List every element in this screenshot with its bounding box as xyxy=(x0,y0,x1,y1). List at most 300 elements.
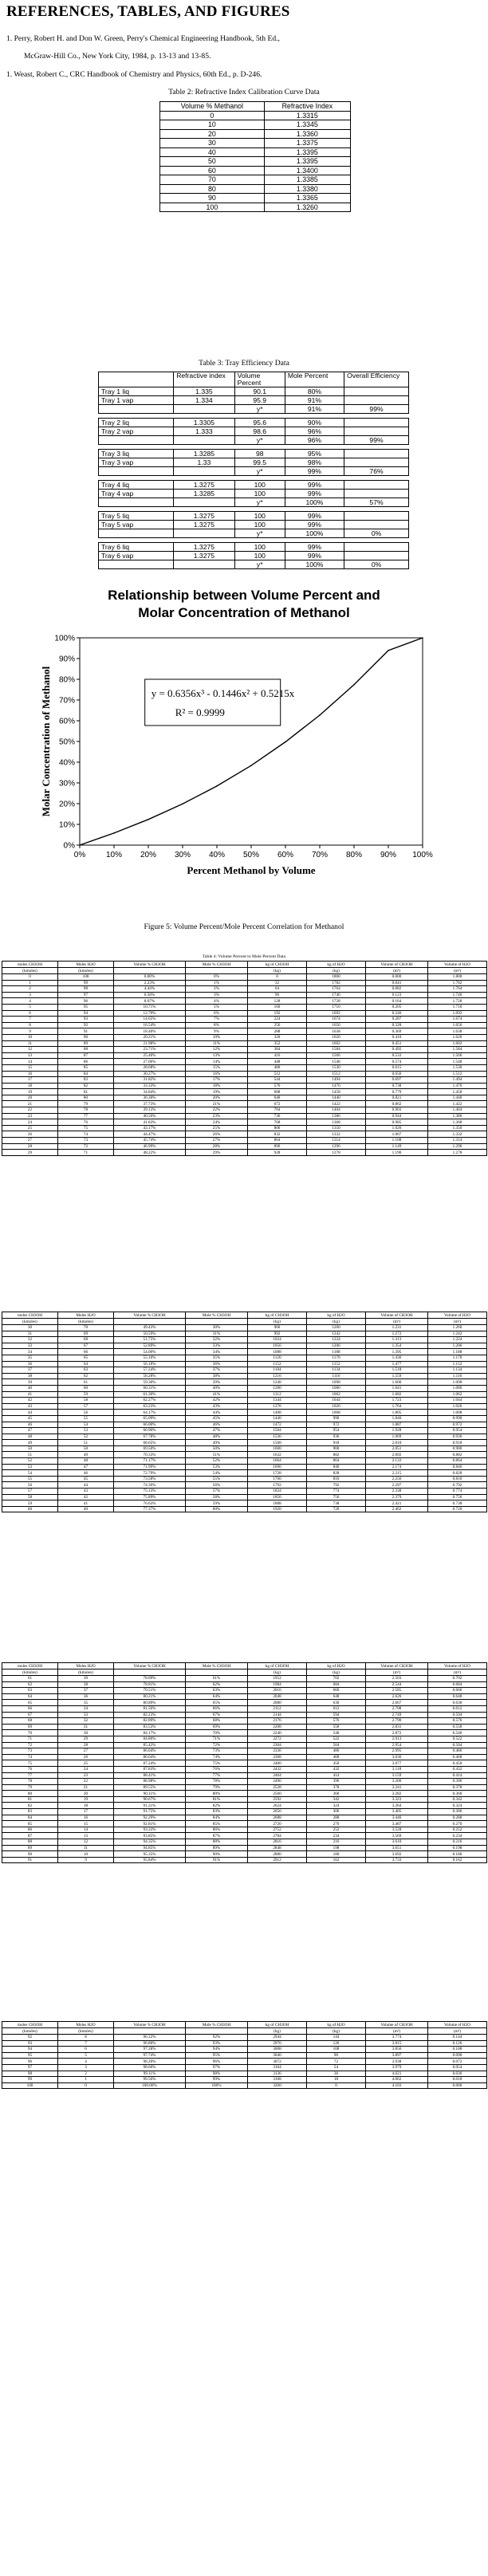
table-4-cell: 79 xyxy=(58,1101,114,1107)
table-4-cell: 1476 xyxy=(307,1083,366,1089)
table-4-cell: 0 xyxy=(2,974,58,981)
table-4-cell: 1260 xyxy=(307,1325,366,1331)
table-4-cell: 2.215 xyxy=(366,1470,428,1477)
table-4-cell: 0.594 xyxy=(428,1712,487,1718)
table-4-cell: 72% xyxy=(186,1742,248,1748)
table-4-cell: 1.062 xyxy=(428,1391,487,1398)
table-4-cell: 1.354 xyxy=(366,1343,428,1349)
table-4-header-cell: Volume of CH3OH xyxy=(366,1312,428,1319)
table-4-cell: 83% xyxy=(186,1809,248,1815)
table-4-cell: 486 xyxy=(307,1748,366,1755)
table-3-cell xyxy=(344,387,409,396)
table-4-cell: 46 xyxy=(2,1422,58,1428)
table-4-row xyxy=(2,1827,487,1833)
table-4-row xyxy=(2,1809,487,1815)
table-4-cell: 2080 xyxy=(248,1700,307,1706)
table-4-cell: 94 xyxy=(2,2047,58,2053)
table-4-cell: 84 xyxy=(58,1071,114,1077)
table-4-cell: 1116 xyxy=(307,1373,366,1379)
table-4-cell: 94% xyxy=(186,2047,248,2053)
table-4-cell: 17 xyxy=(58,1809,114,1815)
table-4-cell: 88% xyxy=(186,1839,248,1846)
table-4-cell: 17% xyxy=(186,1077,248,1083)
table-4-cell: 59 xyxy=(2,1500,58,1507)
table-4-cell: 2880 xyxy=(248,1851,307,1858)
table-4-row xyxy=(2,2071,487,2077)
table-4-cell: 3.528 xyxy=(366,1827,428,1833)
table-4-cell: 2.174 xyxy=(366,1464,428,1470)
table-4-row xyxy=(2,1331,487,1337)
table-3-cell xyxy=(344,458,409,467)
table-4-cell: 1422 xyxy=(307,1101,366,1107)
table-3-cell xyxy=(344,419,409,427)
table-4-cell: 1134 xyxy=(307,1367,366,1374)
table-4-cell: 44% xyxy=(186,1410,248,1416)
table-4-row xyxy=(2,1857,487,1863)
table-2-cell: 20 xyxy=(160,129,265,139)
table-3-header-cell: Refractive index xyxy=(174,372,234,387)
table-4-cell: 58 xyxy=(2,1494,58,1500)
table-4-cell: 540 xyxy=(307,1730,366,1736)
plot-area xyxy=(80,638,423,845)
table-4-cell: 3136 xyxy=(248,2071,307,2077)
table-4-cell: 2.913 xyxy=(366,1736,428,1742)
table-4-cell: 160 xyxy=(248,1004,307,1010)
table-4-row xyxy=(2,1748,487,1755)
table-4-cell: 49 xyxy=(58,1452,114,1458)
series-point xyxy=(319,714,321,716)
x-tick-label: 20% xyxy=(140,851,157,859)
table-4-cell: 1152 xyxy=(248,1361,307,1367)
table-4-head xyxy=(2,1312,487,1325)
table-4-cell: 80 xyxy=(2,1791,58,1797)
table-4-cell: 0.414 xyxy=(428,1772,487,1779)
table-4-cell: 1.224 xyxy=(428,1337,487,1343)
table-4-cell: 36% xyxy=(186,1361,248,1367)
table-4-unit-cell: (m³) xyxy=(366,1669,428,1676)
table-4-cell: 594 xyxy=(307,1712,366,1718)
table-4-cell: 7% xyxy=(186,1017,248,1023)
table-4-cell: 87.83% xyxy=(114,1766,186,1772)
table-4-cell: 67 xyxy=(2,1712,58,1718)
table-4-row xyxy=(2,1803,487,1809)
table-4-cell: 1782 xyxy=(307,980,366,986)
table-4-cell: 3072 xyxy=(248,2059,307,2065)
volume-mole-chart xyxy=(32,630,462,917)
table-4-cell: 47 xyxy=(2,1428,58,1434)
table-4-cell: 59% xyxy=(186,1500,248,1507)
table-4-cell: 1206 xyxy=(307,1343,366,1349)
table-4-cell: 24 xyxy=(58,1766,114,1772)
table-4-cell: 50 xyxy=(58,1445,114,1452)
table-2-cell: 1.3260 xyxy=(264,203,350,212)
table-4-cell: 3.938 xyxy=(366,2059,428,2065)
table-4-cell: 34.84% xyxy=(114,1089,186,1095)
table-4-cell: 24% xyxy=(186,1119,248,1126)
table-4-cell: 2560 xyxy=(248,1791,307,1797)
table-4-row xyxy=(2,1718,487,1725)
table-3-row xyxy=(99,490,409,498)
table-3-cell: y* xyxy=(234,436,285,445)
page-title: REFERENCES, TABLES, AND FIGURES xyxy=(6,3,290,20)
table-4-cell: 91 xyxy=(58,1028,114,1035)
table-4-cell: 20% xyxy=(186,1095,248,1101)
table-4-cell: 44 xyxy=(2,1410,58,1416)
table-4-cell: 19 xyxy=(58,1796,114,1803)
table-4-cell: 98% xyxy=(186,2071,248,2077)
table-4-cell: 192 xyxy=(248,1010,307,1017)
table-2-row xyxy=(160,129,351,139)
table-3-cell: 57% xyxy=(344,498,409,507)
table-2-cell: 1.3385 xyxy=(264,175,350,185)
table-4-row xyxy=(2,1113,487,1119)
table-4-row xyxy=(2,1705,487,1712)
table-4-cell: 1600 xyxy=(248,1445,307,1452)
table-4-cell: 2336 xyxy=(248,1748,307,1755)
table-4-cell: 12 xyxy=(58,1839,114,1846)
table-3-cell: Tray 3 vap xyxy=(99,458,174,467)
table-4-cell: 44 xyxy=(58,1482,114,1489)
table-4-cell: 0.054 xyxy=(428,2064,487,2071)
table-4-cell: 58.28% xyxy=(114,1373,186,1379)
table-4-cell: 1008 xyxy=(307,1410,366,1416)
table-4-header-cell: kg of H2O xyxy=(307,1312,366,1319)
table-4-cell: 0.648 xyxy=(428,1693,487,1700)
table-3-row xyxy=(99,436,409,445)
table-4-cell: 2944 xyxy=(248,2035,307,2041)
table-4-cell: 99.56% xyxy=(114,2077,186,2083)
table-4-cell: 1350 xyxy=(307,1125,366,1131)
table-4-caption: Table 4: Volume Percent to Mole Percent Data xyxy=(203,954,285,959)
table-4-body xyxy=(2,2035,487,2089)
table-4-row xyxy=(2,1131,487,1138)
table-4-cell: 87.24% xyxy=(114,1760,186,1767)
table-4-cell: 89.55% xyxy=(114,1784,186,1791)
table-4-cell: 91 xyxy=(2,1857,58,1863)
table-4-cell: 32 xyxy=(2,1337,58,1343)
table-3-cell: 98% xyxy=(285,458,344,467)
table-4-cell: 72.79% xyxy=(114,1470,186,1477)
table-4-cell: 71.99% xyxy=(114,1464,186,1470)
table-4-cell: 98 xyxy=(58,986,114,993)
table-4-cell: 1.512 xyxy=(428,1071,487,1077)
table-4-cell: 1332 xyxy=(307,1131,366,1138)
table-4-cell: 36 xyxy=(2,1361,58,1367)
table-4-cell: 73 xyxy=(2,1748,58,1755)
table-4-cell: 3008 xyxy=(248,2047,307,2053)
table-4-cell: 67.78% xyxy=(114,1434,186,1440)
table-4-cell: 648 xyxy=(307,1693,366,1700)
table-2-cell: 50 xyxy=(160,157,265,167)
table-3-cell: 91% xyxy=(285,396,344,405)
table-4-cell: 1.149 xyxy=(366,1143,428,1150)
table-4-cell: 3.569 xyxy=(366,1833,428,1839)
table-4-cell: 67 xyxy=(58,1343,114,1349)
table-4-cell: 92.81% xyxy=(114,1821,186,1827)
table-4-cell: 342 xyxy=(307,1796,366,1803)
table-4-row xyxy=(2,1119,487,1126)
table-4-cell: 1638 xyxy=(307,1028,366,1035)
table-4-cell: 98.20% xyxy=(114,2059,186,2065)
table-4-row xyxy=(2,998,487,1005)
table-4-cell: 1280 xyxy=(248,1385,307,1391)
table-4-cell: 48.22% xyxy=(114,1150,186,1156)
table-4-cell: 68 xyxy=(2,1718,58,1725)
table-4-head xyxy=(2,2022,487,2035)
table-4-cell: 71 xyxy=(2,1736,58,1742)
table-4-cell: 54 xyxy=(307,2064,366,2071)
table-4-cell: 774 xyxy=(307,1489,366,1495)
table-4-cell: 2592 xyxy=(248,1796,307,1803)
table-3-cell xyxy=(174,405,234,414)
table-4-cell: 46% xyxy=(186,1422,248,1428)
table-4-cell: 28.68% xyxy=(114,1064,186,1071)
table-4-cell: 0.000 xyxy=(428,2082,487,2089)
table-4-cell: 23 xyxy=(58,1772,114,1779)
table-4-row xyxy=(2,980,487,986)
table-4-cell: 23% xyxy=(186,1113,248,1119)
table-4-row xyxy=(2,1796,487,1803)
table-4-cell: 10 xyxy=(2,1034,58,1040)
table-3-cell: Tray 3 liq xyxy=(99,450,174,458)
table-4-cell: 6% xyxy=(186,1010,248,1017)
table-4-cell: 3 xyxy=(58,2064,114,2071)
table-4-header-cell: Moles H2O xyxy=(58,2022,114,2028)
table-4-cell: 960 xyxy=(248,1325,307,1331)
table-4-cell: 1620 xyxy=(307,1034,366,1040)
table-4-cell: 0.126 xyxy=(428,2040,487,2047)
table-4-cell: 2.23% xyxy=(114,980,186,986)
table-4-cell: 84% xyxy=(186,1815,248,1821)
table-2-cell: 1.3395 xyxy=(264,147,350,157)
table-4-cell: 71 xyxy=(58,1150,114,1156)
table-4-cell: 93 xyxy=(58,1017,114,1023)
table-4-cell: 3.405 xyxy=(366,1809,428,1815)
table-4-unit-cell: (kmoles) xyxy=(58,1669,114,1676)
table-4-row xyxy=(2,2064,487,2071)
table-4-cell: 60 xyxy=(58,1385,114,1391)
table-4-unit-cell: (m³) xyxy=(428,1319,487,1325)
table-4-cell: 1.846 xyxy=(366,1415,428,1422)
table-4-unit-cell: (kg) xyxy=(307,1319,366,1325)
table-4-cell: 1.458 xyxy=(428,1089,487,1095)
table-4-cell: 90.67% xyxy=(114,1796,186,1803)
table-4-row xyxy=(2,1325,487,1331)
table-4-part-2 xyxy=(2,1312,487,1512)
table-3-header-cell: Mole Percent xyxy=(285,372,344,387)
table-4-cell: 4.103 xyxy=(366,2082,428,2089)
table-4-cell: 60% xyxy=(186,1506,248,1512)
table-4-cell: 3.897 xyxy=(366,2052,428,2059)
table-4-cell: 992 xyxy=(248,1331,307,1337)
table-4-header-cell: Mole % CH3OH xyxy=(186,1312,248,1319)
series-point xyxy=(422,637,423,639)
table-4-cell: 81.56% xyxy=(114,1705,186,1712)
table-4-cell: 3.651 xyxy=(366,1845,428,1851)
table-2-cell: 1.3400 xyxy=(264,166,350,175)
table-4-cell: 0.738 xyxy=(428,1500,487,1507)
table-4-cell: 49.43% xyxy=(114,1325,186,1331)
table-4-cell: 56.18% xyxy=(114,1361,186,1367)
table-4-cell: 88.41% xyxy=(114,1772,186,1779)
table-3-cell: 100% xyxy=(285,498,344,507)
table-4-cell: 34% xyxy=(186,1349,248,1355)
table-4-cell: 85.42% xyxy=(114,1742,186,1748)
y-tick-label: 20% xyxy=(58,800,75,809)
table-4-cell: 86 xyxy=(58,1059,114,1065)
table-4-cell: 48% xyxy=(186,1434,248,1440)
table-2-cell: 60 xyxy=(160,166,265,175)
table-4-cell: 0.451 xyxy=(366,1040,428,1047)
table-4-cell: 108 xyxy=(307,2047,366,2053)
table-4-cell: 96 xyxy=(58,998,114,1005)
table-4-part-3 xyxy=(2,1662,487,1863)
table-4-cell: 0.492 xyxy=(366,1047,428,1053)
table-4-cell: 16.54% xyxy=(114,1022,186,1028)
table-4-row xyxy=(2,1688,487,1694)
table-2-cell: 1.3345 xyxy=(264,120,350,130)
table-4-row xyxy=(2,1791,487,1797)
table-4-cell: 65 xyxy=(2,1700,58,1706)
table-4-cell: 1242 xyxy=(307,1331,366,1337)
table-2-cell: 40 xyxy=(160,147,265,157)
table-4-cell: 33 xyxy=(58,1712,114,1718)
table-3-cell: 100 xyxy=(234,481,285,490)
table-4-cell: 4.021 xyxy=(366,2071,428,2077)
table-4-cell: 3.692 xyxy=(366,1851,428,1858)
table-4-cell: 26 xyxy=(58,1754,114,1760)
table-4-row xyxy=(2,1017,487,1023)
table-4-row xyxy=(2,1385,487,1391)
table-4-cell: 48 xyxy=(2,1434,58,1440)
table-4-cell: 2688 xyxy=(248,1815,307,1821)
table-4-cell: 29% xyxy=(186,1150,248,1156)
table-4-header-row xyxy=(2,2022,487,2028)
table-4-cell: 99% xyxy=(186,2077,248,2083)
table-3-cell: 99.5 xyxy=(234,458,285,467)
table-4-cell: 928 xyxy=(248,1150,307,1156)
table-4-cell: 432 xyxy=(307,1766,366,1772)
table-3-cell: 80% xyxy=(285,387,344,396)
table-4-cell: 99 xyxy=(2,2077,58,2083)
x-tick-label: 80% xyxy=(345,851,363,859)
table-4-cell: 0.246 xyxy=(366,1010,428,1017)
table-4-cell: 352 xyxy=(248,1040,307,1047)
table-4-cell: 65% xyxy=(186,1700,248,1706)
table-4-cell: 3104 xyxy=(248,2064,307,2071)
table-3-cell: 96% xyxy=(285,436,344,445)
table-4-cell: 96 xyxy=(248,992,307,998)
table-4-cell: 1.656 xyxy=(428,1022,487,1028)
series-point xyxy=(353,684,355,686)
table-4-cell: 75 xyxy=(58,1125,114,1131)
table-4-cell: 256 xyxy=(248,1022,307,1028)
table-4-cell: 2176 xyxy=(248,1718,307,1725)
table-3-row xyxy=(99,405,409,414)
table-4-row xyxy=(2,1343,487,1349)
table-3-cell: Tray 1 liq xyxy=(99,387,174,396)
table-2-row xyxy=(160,157,351,167)
table-4-cell: 0.720 xyxy=(428,1506,487,1512)
table-4-cell: 1.332 xyxy=(428,1131,487,1138)
table-4-cell: 39 xyxy=(2,1379,58,1386)
table-4-row xyxy=(2,1337,487,1343)
table-4-cell: 28% xyxy=(186,1143,248,1150)
table-4-cell: 58% xyxy=(186,1494,248,1500)
table-4-cell: 27.06% xyxy=(114,1059,186,1065)
table-4-unit-cell: (kmoles) xyxy=(58,1319,114,1325)
table-4-cell: 2.790 xyxy=(366,1718,428,1725)
table-4-cell: 53 xyxy=(2,1464,58,1470)
table-4-cell: 54% xyxy=(186,1470,248,1477)
table-4-cell: 0.164 xyxy=(366,998,428,1005)
table-4-unit-cell: (kg) xyxy=(307,2028,366,2035)
table-4-row xyxy=(2,2077,487,2083)
table-4-cell: 97 xyxy=(2,2064,58,2071)
table-4-row xyxy=(2,1379,487,1386)
table-2-cell: 90 xyxy=(160,194,265,203)
table-4-cell: 0.615 xyxy=(366,1064,428,1071)
table-4-cell: 94 xyxy=(58,1010,114,1017)
table-4-cell: 0.533 xyxy=(366,1052,428,1059)
table-4-row xyxy=(2,1815,487,1821)
table-4-cell: 16% xyxy=(186,1071,248,1077)
table-4-cell: 2752 xyxy=(248,1827,307,1833)
table-4-cell: 74.36% xyxy=(114,1482,186,1489)
table-4-cell: 252 xyxy=(307,1827,366,1833)
table-4-cell: 2.831 xyxy=(366,1724,428,1730)
table-3-cell: 99% xyxy=(285,490,344,498)
table-4-cell: 1170 xyxy=(307,1355,366,1361)
table-4-cell: 324 xyxy=(307,1803,366,1809)
table-4-cell: 32% xyxy=(186,1337,248,1343)
table-4-cell: 882 xyxy=(307,1452,366,1458)
table-4-cell: 900 xyxy=(307,1445,366,1452)
table-4-cell: 88 xyxy=(2,1839,58,1846)
table-4-cell: 1.296 xyxy=(428,1143,487,1150)
table-4-unit-cell: (kg) xyxy=(248,1319,307,1325)
table-4-cell: 2496 xyxy=(248,1779,307,1785)
table-4-cell: 0.468 xyxy=(428,1754,487,1760)
table-4-cell: 0.972 xyxy=(428,1422,487,1428)
y-tick-label: 50% xyxy=(58,737,75,747)
table-4-cell: 99 xyxy=(58,980,114,986)
table-4-header-row xyxy=(2,1312,487,1319)
table-4-cell: 0.944 xyxy=(366,1113,428,1119)
table-4-cell: 2240 xyxy=(248,1730,307,1736)
table-4-cell: 1.044 xyxy=(428,1398,487,1404)
table-4-cell: 2.462 xyxy=(366,1506,428,1512)
table-4-row xyxy=(2,1500,487,1507)
table-4-cell: 1.134 xyxy=(428,1367,487,1374)
table-4-row xyxy=(2,1476,487,1482)
table-4-cell: 81 xyxy=(2,1796,58,1803)
table-4-cell: 66 xyxy=(58,1349,114,1355)
table-4-cell: 2112 xyxy=(248,1705,307,1712)
table-4-cell: 31.82% xyxy=(114,1077,186,1083)
table-4-cell: 1.386 xyxy=(428,1113,487,1119)
table-2-cell: 1.3315 xyxy=(264,111,350,120)
table-4-cell: 0.270 xyxy=(428,1821,487,1827)
table-4-cell: 23 xyxy=(2,1113,58,1119)
table-4-cell: 73.58% xyxy=(114,1476,186,1482)
table-4-cell: 17 xyxy=(2,1077,58,1083)
table-3-cell: 100% xyxy=(285,529,344,538)
table-3-cell: 1.3275 xyxy=(174,521,234,529)
table-4-cell: 9 xyxy=(2,1028,58,1035)
table-4-cell: 1120 xyxy=(248,1355,307,1361)
table-4-unit-cell: (m³) xyxy=(366,2028,428,2035)
